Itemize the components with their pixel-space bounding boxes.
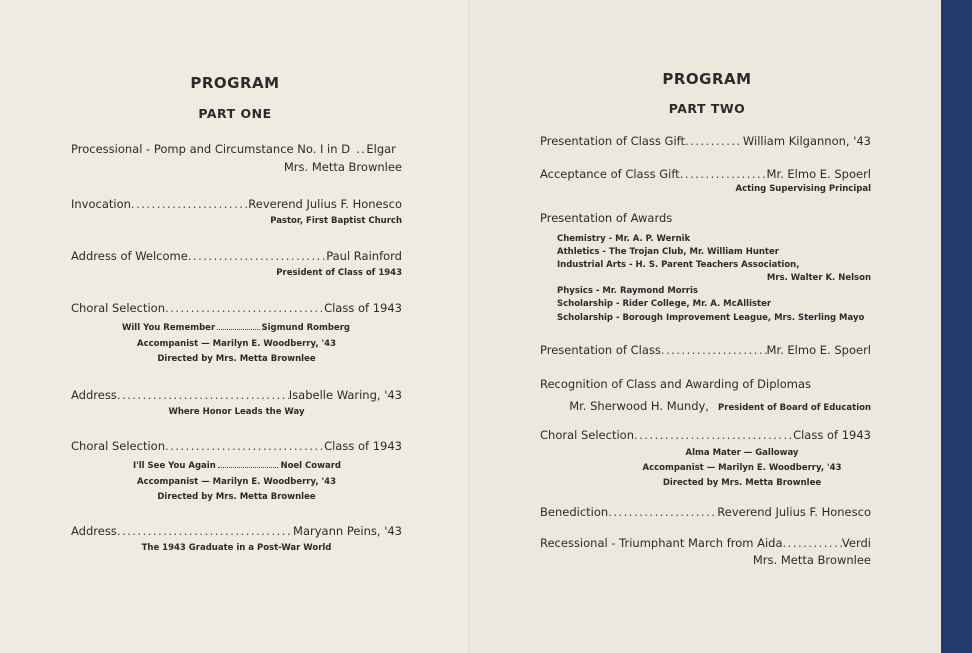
awards-title: Presentation of Awards bbox=[540, 211, 673, 225]
address-title: Address bbox=[71, 524, 117, 538]
acceptance-title: Acceptance of Class Gift bbox=[540, 167, 680, 181]
recognition-title: Recognition of Class and Awarding of Diplomas bbox=[540, 377, 811, 391]
leader-dots bbox=[131, 197, 248, 211]
song-text: Alma Mater — Galloway bbox=[685, 448, 799, 458]
award-item: Chemistry - Mr. A. P. Wernik bbox=[557, 234, 691, 244]
choral-title: Choral Selection bbox=[540, 428, 634, 442]
leader-dots bbox=[165, 439, 324, 453]
cover-edge bbox=[941, 0, 972, 653]
benediction-line bbox=[540, 505, 871, 519]
director-text: Directed by Mrs. Metta Brownlee bbox=[157, 354, 316, 364]
award-item: Scholarship - Borough Improvement League, Mrs. Sterling Mayo bbox=[557, 313, 865, 323]
processional-composer: Elgar bbox=[366, 142, 396, 156]
address-topic: The 1943 Graduate in a Post-War World bbox=[141, 543, 332, 553]
award-item: Athletics - The Trojan Club, Mr. William Hunter bbox=[557, 247, 779, 257]
invocation-line bbox=[71, 197, 402, 211]
class-presenter: Mr. Elmo E. Spoerl bbox=[766, 343, 871, 357]
address-1-line bbox=[71, 388, 402, 402]
gift-presenter: William Kilgannon, '43 bbox=[742, 134, 871, 148]
invocation-title: Invocation bbox=[71, 197, 131, 211]
acceptance-name: Mr. Elmo E. Spoerl bbox=[766, 167, 871, 181]
invocation-note: Pastor, First Baptist Church bbox=[270, 216, 402, 226]
acceptance-line bbox=[540, 167, 871, 181]
benediction-title: Benediction bbox=[540, 505, 609, 519]
leader-dots bbox=[661, 343, 767, 357]
processional-line bbox=[71, 142, 402, 156]
program-part-one-page bbox=[0, 0, 470, 653]
director-text: Directed by Mrs. Metta Brownlee bbox=[157, 492, 316, 502]
choral-name: Class of 1943 bbox=[324, 439, 402, 453]
leader-dots bbox=[165, 301, 324, 315]
song-title: I'll See You Again bbox=[133, 461, 216, 471]
address-title: Address bbox=[71, 388, 117, 402]
program-part-two-page bbox=[472, 0, 942, 653]
song-composer: Noel Coward bbox=[280, 461, 341, 471]
choral-selection-1-line bbox=[71, 301, 402, 315]
leader-dots bbox=[218, 461, 279, 468]
choral-title: Choral Selection bbox=[71, 301, 165, 315]
recognition-note: President of Board of Education bbox=[718, 403, 871, 413]
award-item: Industrial Arts - H. S. Parent Teachers Association, bbox=[557, 260, 800, 270]
accompanist-text: Accompanist — Marilyn E. Woodberry, '43 bbox=[642, 463, 842, 473]
leader-dots bbox=[117, 524, 293, 538]
leader-dots bbox=[188, 249, 326, 263]
recognition-line bbox=[540, 395, 871, 414]
program-heading: PROGRAM bbox=[190, 74, 280, 92]
program-heading: PROGRAM bbox=[662, 70, 752, 88]
part-heading: PART ONE bbox=[198, 106, 272, 121]
address-topic: Where Honor Leads the Way bbox=[168, 407, 305, 417]
presentation-of-class-line bbox=[540, 343, 871, 357]
processional-performer: Mrs. Metta Brownlee bbox=[283, 160, 402, 174]
leader-dots bbox=[608, 505, 717, 519]
accompanist-text: Accompanist — Marilyn E. Woodberry, '43 bbox=[136, 339, 336, 349]
acceptance-note: Acting Supervising Principal bbox=[735, 184, 871, 194]
class-title: Presentation of Class bbox=[540, 343, 661, 357]
song-line bbox=[133, 461, 341, 471]
song-title: Will You Remember bbox=[122, 323, 216, 333]
song-line bbox=[122, 323, 350, 333]
recessional-composer: Verdi bbox=[841, 536, 871, 550]
choral-selection-2-line bbox=[71, 439, 402, 453]
award-item: Scholarship - Rider College, Mr. A. McAllister bbox=[557, 299, 772, 309]
welcome-name: Paul Rainford bbox=[326, 249, 402, 263]
class-gift-line bbox=[540, 134, 871, 148]
address-speaker: Isabelle Waring, '43 bbox=[288, 388, 402, 402]
leader-dots bbox=[783, 536, 842, 550]
recessional-title: Recessional - Triumphant March from Aida bbox=[540, 536, 783, 550]
leader-dots bbox=[634, 428, 793, 442]
address-2-line bbox=[71, 524, 402, 538]
gift-title: Presentation of Class Gift bbox=[540, 134, 685, 148]
leader-dots bbox=[680, 167, 767, 181]
leader-dots bbox=[117, 388, 289, 402]
award-item: Physics - Mr. Raymond Morris bbox=[557, 286, 698, 296]
recessional-performer: Mrs. Metta Brownlee bbox=[752, 553, 871, 567]
benediction-name: Reverend Julius F. Honesco bbox=[717, 505, 871, 519]
processional-dots: .. bbox=[356, 142, 367, 156]
invocation-name: Reverend Julius F. Honesco bbox=[248, 197, 402, 211]
welcome-title: Address of Welcome bbox=[71, 249, 188, 263]
leader-dots bbox=[217, 323, 259, 330]
address-speaker: Maryann Peins, '43 bbox=[293, 524, 402, 538]
choral-name: Class of 1943 bbox=[793, 428, 871, 442]
accompanist-text: Accompanist — Marilyn E. Woodberry, '43 bbox=[136, 477, 336, 487]
part-heading: PART TWO bbox=[668, 101, 746, 116]
welcome-note: President of Class of 1943 bbox=[276, 268, 402, 278]
welcome-line bbox=[71, 249, 402, 263]
leader-dots bbox=[685, 134, 743, 148]
recognition-name: Mr. Sherwood H. Mundy, bbox=[569, 399, 709, 413]
choral-title: Choral Selection bbox=[71, 439, 165, 453]
processional-title: Processional - Pomp and Circumstance No. I in D bbox=[71, 142, 351, 156]
song-composer: Sigmund Romberg bbox=[261, 323, 350, 333]
award-item: Mrs. Walter K. Nelson bbox=[766, 273, 871, 283]
choral-name: Class of 1943 bbox=[324, 301, 402, 315]
director-text: Directed by Mrs. Metta Brownlee bbox=[662, 478, 822, 488]
choral-selection-line bbox=[540, 428, 871, 442]
recessional-line bbox=[540, 536, 871, 550]
